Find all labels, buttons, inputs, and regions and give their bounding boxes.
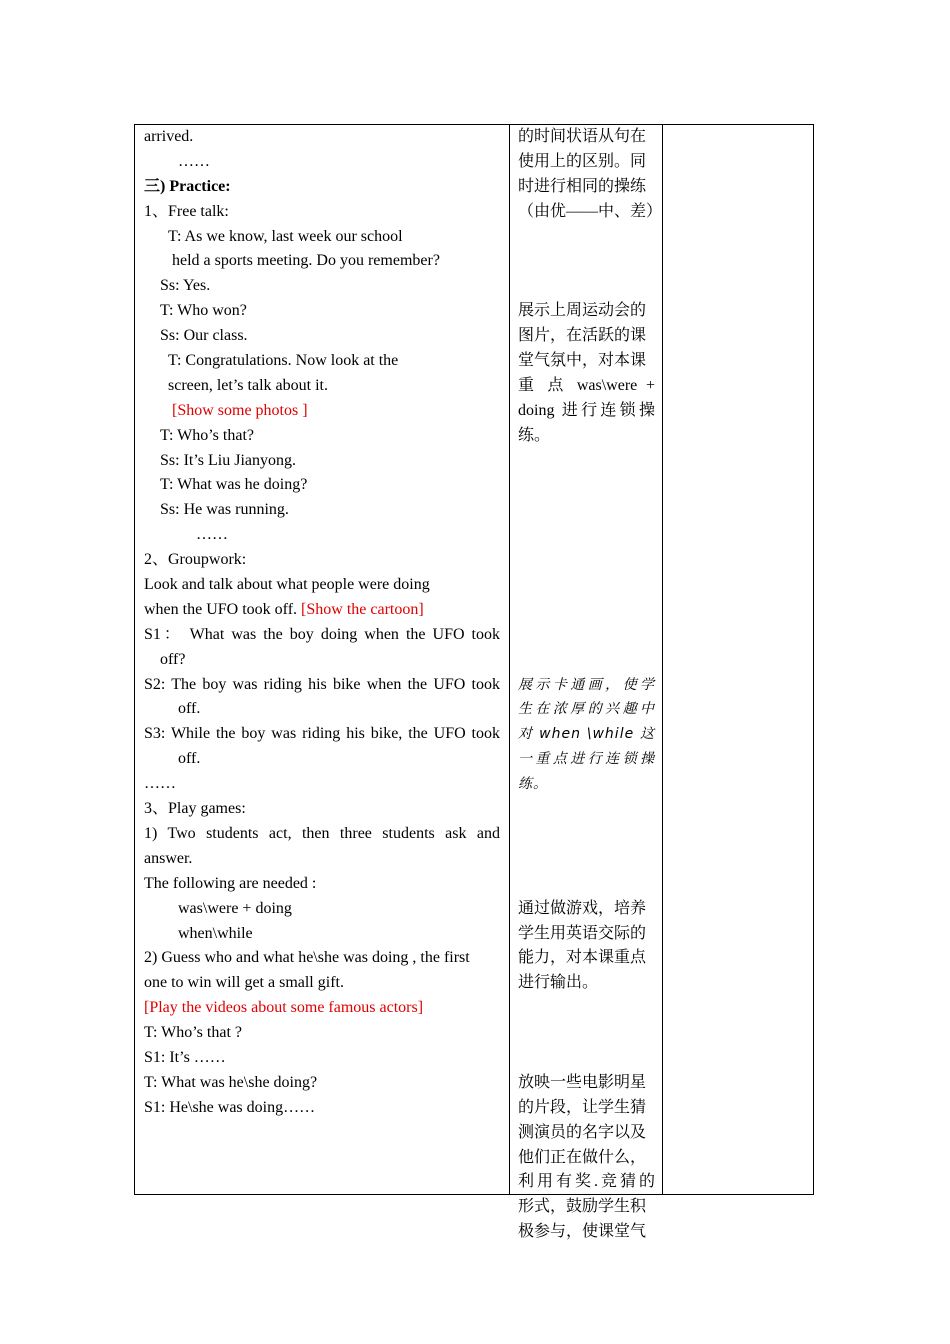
- stage-direction: [Show some photos ]: [172, 401, 308, 419]
- note-line: 能力，对本课重点: [518, 949, 647, 967]
- section-heading: 三) Practice:: [144, 177, 231, 195]
- note-line: 的片段，让学生猜: [518, 1098, 647, 1116]
- subsection-heading: 2、Groupwork:: [144, 551, 247, 569]
- dialogue-line: Ss: Our class.: [160, 327, 248, 345]
- dialogue-line: T: Who won?: [160, 302, 247, 320]
- text-line: S2: The boy was riding his bike when the UFO took: [144, 675, 500, 693]
- ellipsis: ……: [144, 775, 176, 793]
- lesson-plan-table: [134, 124, 814, 1241]
- text-line: 2) Guess who and what he\she was doing , the first: [144, 949, 470, 967]
- note-line: 展示卡通画，使学: [518, 676, 655, 693]
- note-line: 练。: [518, 776, 548, 793]
- ellipsis: ……: [196, 526, 228, 544]
- note-line: 展示上周运动会的: [518, 302, 647, 320]
- note-line: 利用有奖.竞猜的: [518, 1173, 655, 1191]
- note-line: 使用上的区别。同: [518, 152, 647, 170]
- note-line: 重 点 was\were +: [518, 376, 655, 394]
- dialogue-line: T: Who’s that ?: [144, 1024, 242, 1042]
- note-line: 对 when \while 这: [518, 726, 655, 743]
- dialogue-line: T: As we know, last week our school: [168, 227, 403, 245]
- text-line: Look and talk about what people were doing: [144, 576, 430, 594]
- note-line: 进行输出。: [518, 974, 599, 992]
- column-divider: [662, 125, 663, 1194]
- text-line: one to win will get a small gift.: [144, 974, 344, 992]
- subsection-heading: 3、Play games:: [144, 800, 246, 818]
- dialogue-line: S1: It’s ……: [144, 1048, 226, 1066]
- stage-direction: [Show the cartoon]: [301, 600, 424, 618]
- dialogue-line: T: What was he doing?: [160, 476, 308, 494]
- note-line: 测演员的名字以及: [518, 1123, 647, 1141]
- text-line: off.: [178, 750, 201, 768]
- note-line: 生在浓厚的兴趣中: [518, 701, 655, 718]
- text-line: S3: While the boy was riding his bike, the UFO took: [144, 725, 500, 743]
- note-line: 堂气氛中，对本课: [518, 352, 647, 370]
- note-line: 图片，在活跃的课: [518, 327, 647, 345]
- text-line: was\were + doing: [178, 899, 292, 917]
- dialogue-line: held a sports meeting. Do you remember?: [172, 252, 440, 270]
- subsection-heading: 1、Free talk:: [144, 202, 229, 220]
- note-line: 形式，鼓励学生积: [518, 1198, 647, 1216]
- note-line: 时进行相同的操练: [518, 177, 647, 195]
- dialogue-line: T: Who’s that?: [160, 426, 254, 444]
- dialogue-line: T: Congratulations. Now look at the: [168, 352, 399, 370]
- text-line: [144, 598, 500, 623]
- note-line: 一重点进行连锁操: [518, 751, 655, 768]
- dialogue-line: screen, let’s talk about it.: [168, 376, 328, 394]
- note-line: 通过做游戏，培养: [518, 899, 647, 917]
- text-line: off?: [160, 650, 186, 668]
- text-line: S1： What was the boy doing when the UFO took: [144, 625, 500, 643]
- note-line: （由优——中、差）: [518, 202, 663, 220]
- text-line: answer.: [144, 849, 193, 867]
- text-line: off.: [178, 700, 201, 718]
- note-line: 的时间状语从句在: [518, 128, 647, 145]
- dialogue-line: Ss: He was running.: [160, 501, 289, 519]
- note-line: 他们正在做什么，: [518, 1148, 647, 1166]
- dialogue-line: T: What was he\she doing?: [144, 1073, 318, 1091]
- dialogue-line: Ss: Yes.: [160, 277, 211, 295]
- note-line: 放映一些电影明星: [518, 1073, 647, 1091]
- note-line: 极参与，使课堂气: [518, 1223, 647, 1241]
- text-line: The following are needed :: [144, 874, 317, 892]
- ellipsis: ……: [178, 152, 210, 170]
- text-line: arrived.: [144, 128, 194, 145]
- dialogue-line: S1: He\she was doing……: [144, 1098, 316, 1116]
- dialogue-line: Ss: It’s Liu Jianyong.: [160, 451, 297, 469]
- note-line: 练。: [518, 426, 551, 444]
- column-divider: [509, 125, 510, 1194]
- stage-direction: [Play the videos about some famous actors]: [144, 999, 424, 1017]
- text-span: when the UFO took off.: [144, 600, 302, 618]
- procedure-column: [144, 125, 500, 1121]
- notes-column: [518, 125, 663, 1245]
- text-line: when\while: [178, 924, 253, 942]
- note-line: 学生用英语交际的: [518, 924, 647, 942]
- note-line: doing 进行连锁操: [518, 401, 655, 419]
- text-line: 1) Two students act, then three students ask and: [144, 824, 500, 842]
